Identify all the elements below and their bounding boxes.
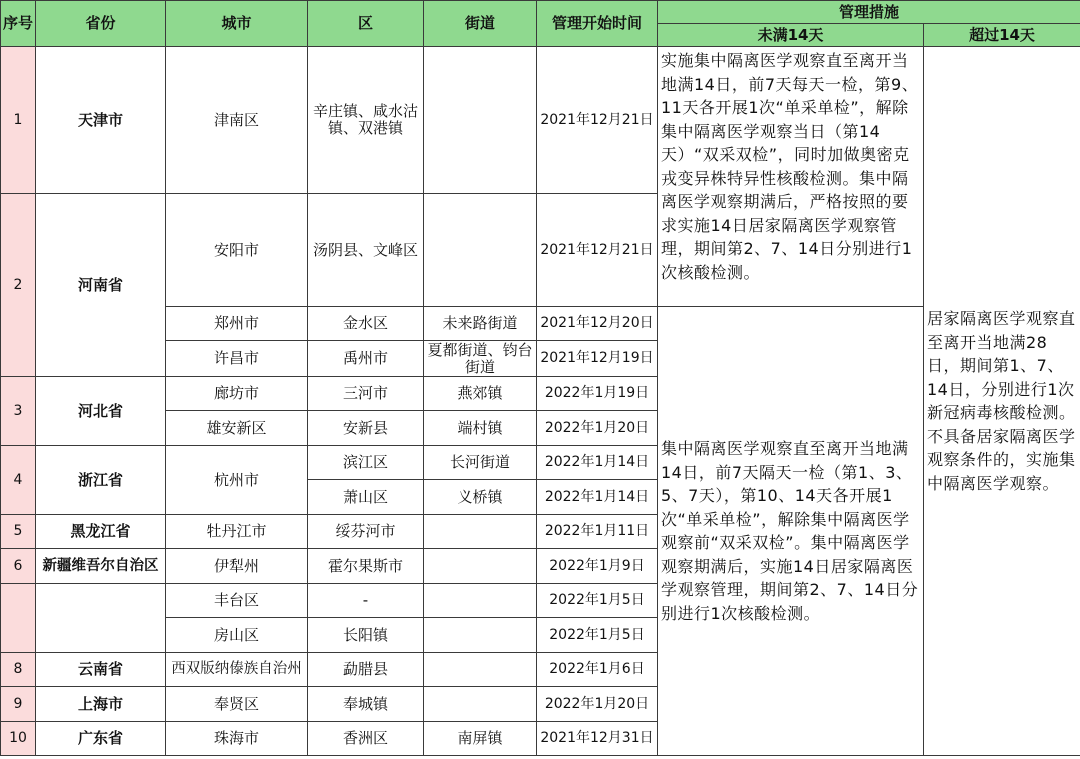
province-cell: 天津市	[36, 47, 166, 194]
seq-cell: 4	[1, 446, 36, 515]
header-district: 区	[308, 1, 424, 47]
city-cell: 伊犁州	[166, 549, 308, 584]
street-cell: 端村镇	[424, 411, 537, 446]
header-city: 城市	[166, 1, 308, 47]
district-cell: -	[308, 584, 424, 618]
province-cell: 浙江省	[36, 446, 166, 515]
district-cell: 金水区	[308, 307, 424, 341]
district-cell: 奉城镇	[308, 687, 424, 722]
district-cell: 霍尔果斯市	[308, 549, 424, 584]
district-cell: 安新县	[308, 411, 424, 446]
seq-cell: 5	[1, 515, 36, 549]
district-cell: 三河市	[308, 377, 424, 411]
date-cell: 2021年12月20日	[537, 307, 658, 341]
street-cell	[424, 687, 537, 722]
district-cell: 滨江区	[308, 446, 424, 480]
date-cell: 2022年1月20日	[537, 687, 658, 722]
province-cell: 黑龙江省	[36, 515, 166, 549]
measure-over14: 居家隔离医学观察直至离开当地满28日，期间第1、7、14日，分别进行1次新冠病毒核酸检测。不具备居家隔离医学观察条件的，实施集中隔离医学观察。	[924, 47, 1080, 756]
province-cell: 上海市	[36, 687, 166, 722]
city-cell: 珠海市	[166, 722, 308, 756]
seq-cell: 2	[1, 194, 36, 377]
date-cell: 2022年1月5日	[537, 584, 658, 618]
city-cell: 牡丹江市	[166, 515, 308, 549]
district-cell: 萧山区	[308, 480, 424, 515]
city-cell: 安阳市	[166, 194, 308, 307]
measure-under14-group1: 实施集中隔离医学观察直至离开当地满14日，前7天每天一检，第9、11天各开展1次“单采单检”，解除集中隔离医学观察当日（第14天）“双采双检”，同时加做奥密克戎变异株特异性核酸检测。集中隔离医学观察期满后，严格按照的要求实施14日居家隔离医学观察管理，期间第2、7、14日分别进行1次核酸检测。	[658, 47, 924, 307]
header-seq: 序号	[1, 1, 36, 47]
date-cell: 2022年1月14日	[537, 446, 658, 480]
header-under14: 未满14天	[658, 24, 924, 47]
city-cell: 奉贤区	[166, 687, 308, 722]
date-cell: 2021年12月21日	[537, 47, 658, 194]
province-cell	[36, 584, 166, 653]
date-cell: 2021年12月31日	[537, 722, 658, 756]
district-cell: 勐腊县	[308, 653, 424, 687]
header-street: 街道	[424, 1, 537, 47]
city-cell: 房山区	[166, 618, 308, 653]
street-cell: 南屏镇	[424, 722, 537, 756]
district-cell: 辛庄镇、咸水沽镇、双港镇	[308, 47, 424, 194]
street-cell: 义桥镇	[424, 480, 537, 515]
city-cell: 丰台区	[166, 584, 308, 618]
date-cell: 2021年12月19日	[537, 341, 658, 377]
city-cell: 西双版纳傣族自治州	[166, 653, 308, 687]
seq-cell: 1	[1, 47, 36, 194]
seq-cell: 3	[1, 377, 36, 446]
date-cell: 2022年1月11日	[537, 515, 658, 549]
street-cell: 燕郊镇	[424, 377, 537, 411]
city-cell: 郑州市	[166, 307, 308, 341]
city-cell: 津南区	[166, 47, 308, 194]
date-cell: 2022年1月6日	[537, 653, 658, 687]
street-cell	[424, 515, 537, 549]
header-start-time: 管理开始时间	[537, 1, 658, 47]
seq-cell: 6	[1, 549, 36, 584]
street-cell	[424, 653, 537, 687]
street-cell: 未来路街道	[424, 307, 537, 341]
date-cell: 2021年12月21日	[537, 194, 658, 307]
province-cell: 河南省	[36, 194, 166, 377]
date-cell: 2022年1月14日	[537, 480, 658, 515]
city-cell: 廊坊市	[166, 377, 308, 411]
header-measures: 管理措施	[658, 1, 1080, 24]
date-cell: 2022年1月9日	[537, 549, 658, 584]
district-cell: 汤阴县、文峰区	[308, 194, 424, 307]
province-cell: 广东省	[36, 722, 166, 756]
district-cell: 禹州市	[308, 341, 424, 377]
street-cell: 长河街道	[424, 446, 537, 480]
city-cell: 杭州市	[166, 446, 308, 515]
street-cell	[424, 584, 537, 618]
seq-cell: 8	[1, 653, 36, 687]
header-over14: 超过14天	[924, 24, 1080, 47]
street-cell	[424, 47, 537, 194]
city-cell: 许昌市	[166, 341, 308, 377]
district-cell: 长阳镇	[308, 618, 424, 653]
province-cell: 云南省	[36, 653, 166, 687]
table-row	[1, 47, 1080, 194]
date-cell: 2022年1月19日	[537, 377, 658, 411]
province-cell: 河北省	[36, 377, 166, 446]
district-cell: 香洲区	[308, 722, 424, 756]
street-cell	[424, 549, 537, 584]
district-cell: 绥芬河市	[308, 515, 424, 549]
date-cell: 2022年1月20日	[537, 411, 658, 446]
street-cell: 夏都街道、钧台街道	[424, 341, 537, 377]
street-cell	[424, 194, 537, 307]
seq-cell	[1, 584, 36, 653]
city-cell: 雄安新区	[166, 411, 308, 446]
date-cell: 2022年1月5日	[537, 618, 658, 653]
seq-cell: 10	[1, 722, 36, 756]
seq-cell: 9	[1, 687, 36, 722]
province-cell: 新疆维吾尔自治区	[36, 549, 166, 584]
header-province: 省份	[36, 1, 166, 47]
street-cell	[424, 618, 537, 653]
measure-under14-group2: 集中隔离医学观察直至离开当地满14日，前7天隔天一检（第1、3、5、7天），第10、14天各开展1次“单采单检”，解除集中隔离医学观察前“双采双检”。集中隔离医学观察期满后，实施14日居家隔离医学观察管理，期间第2、7、14日分别进行1次核酸检测。	[658, 307, 924, 756]
